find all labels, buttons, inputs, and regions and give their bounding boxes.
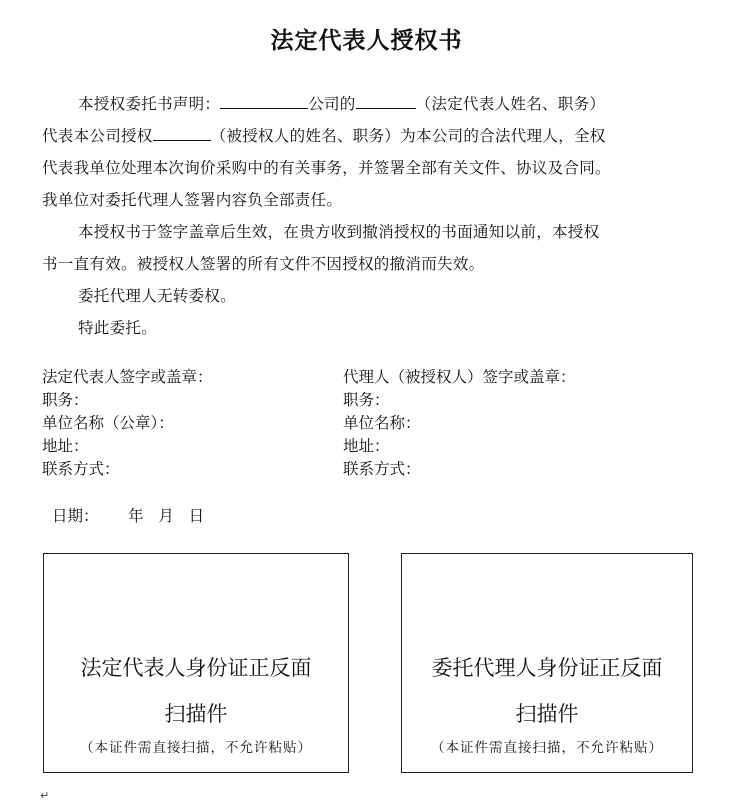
no-sub-delegation-text: 委托代理人无转委权。	[78, 287, 237, 305]
hereby-line	[42, 312, 667, 344]
legal-rep-address-label: 地址：	[42, 437, 89, 455]
declaration-line-4: 我单位对委托代理人签署内容负全部责任。	[42, 191, 343, 209]
legal-rep-position-label: 职务：	[42, 391, 89, 409]
agent-position-label: 职务：	[343, 391, 390, 409]
agent-sign-label: 代理人（被授权人）签字或盖章：	[343, 368, 576, 386]
hereby-text: 特此委托。	[78, 319, 158, 337]
agent-name-blank[interactable]	[153, 124, 211, 141]
document-title: 法定代表人授权书	[270, 28, 463, 54]
legal-rep-signature-block	[42, 366, 213, 481]
agent-hint: （被授权人的姓名、职务）为本公司的合法代理人，全权	[210, 127, 606, 145]
paragraph-mark-icon: ↵	[40, 789, 50, 802]
agent-id-title: 委托代理人身份证正反面	[431, 656, 663, 680]
legal-rep-unit-label: 单位名称（公章）：	[42, 414, 174, 432]
authorize-lead: 代表本公司授权	[42, 127, 153, 145]
agent-id-note: （本证件需直接扫描，不允许粘贴）	[431, 740, 663, 756]
declaration-line-1	[42, 88, 667, 120]
legal-rep-sign-label: 法定代表人签字或盖章：	[42, 368, 213, 386]
legal-rep-id-note: （本证件需直接扫描，不允许粘贴）	[80, 740, 312, 756]
legal-rep-id-title: 法定代表人身份证正反面	[80, 656, 312, 680]
declaration-paragraph	[42, 88, 667, 216]
validity-text-1: 本授权书于签字盖章后生效，在贵方收到撤消授权的书面通知以前，本授权	[78, 223, 600, 241]
date-line: 日期： 年 月 日	[52, 507, 205, 525]
validity-line-1	[42, 216, 667, 248]
legal-rep-hint: （法定代表人姓名、职务）	[415, 95, 606, 113]
company-name-blank[interactable]	[220, 92, 308, 109]
agent-unit-label: 单位名称：	[343, 414, 421, 432]
agent-contact-label: 联系方式：	[343, 460, 421, 478]
declaration-line-3: 代表我单位处理本次询价采购中的有关事务，并签署全部有关文件、协议及合同。	[42, 159, 611, 177]
legal-rep-id-scan-box[interactable]	[43, 553, 349, 773]
legal-rep-id-subtitle: 扫描件	[164, 702, 228, 726]
company-suffix: 公司的	[308, 95, 356, 113]
no-sub-delegation-line	[42, 280, 667, 312]
legal-rep-contact-label: 联系方式：	[42, 460, 120, 478]
legal-rep-blank[interactable]	[356, 92, 416, 109]
agent-signature-block	[343, 366, 576, 481]
agent-address-label: 地址：	[343, 437, 390, 455]
agent-id-scan-box[interactable]	[401, 553, 693, 773]
declaration-lead: 本授权委托书声明：	[78, 95, 221, 113]
declaration-line-2	[42, 120, 667, 152]
validity-paragraph	[42, 216, 667, 344]
agent-id-subtitle: 扫描件	[515, 702, 579, 726]
validity-line-2: 书一直有效。被授权人签署的所有文件不因授权的撤消而失效。	[42, 255, 485, 273]
